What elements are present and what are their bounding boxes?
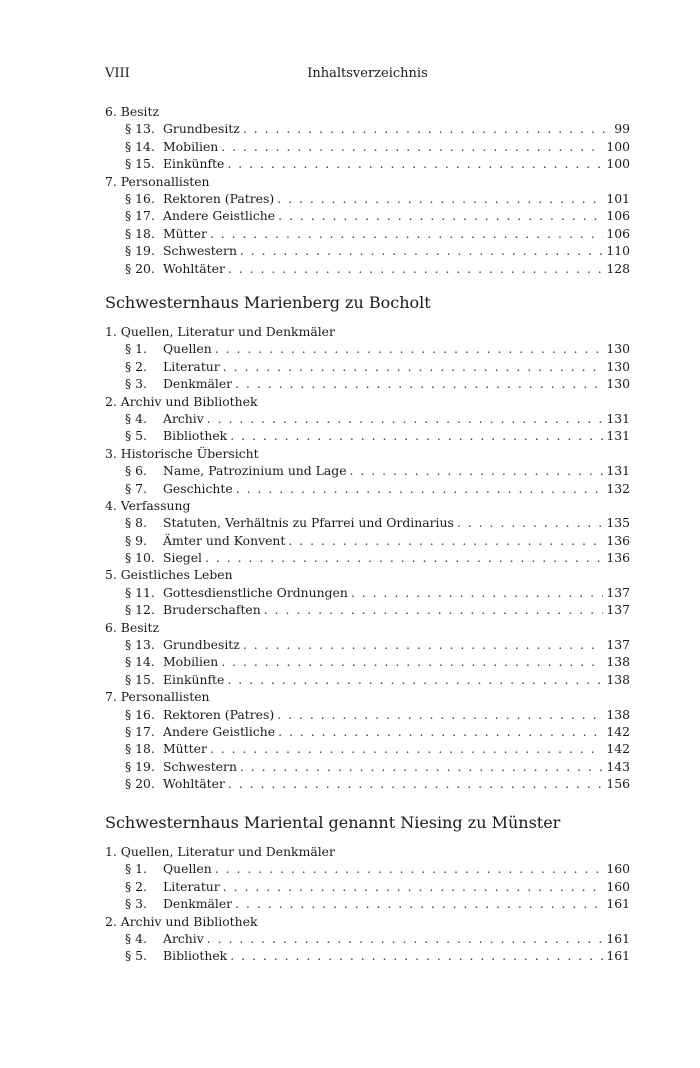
entry-label: Name, Patrozinium und Lage (163, 463, 347, 479)
toc-entry[interactable] (105, 636, 630, 653)
page-reference: 131 (606, 463, 630, 479)
page-reference: 132 (606, 480, 630, 496)
paragraph-number: § 11. (125, 584, 155, 600)
page-reference: 138 (606, 654, 630, 670)
page-reference: 137 (606, 584, 630, 600)
paragraph-number: § 3. (125, 376, 147, 392)
toc-block-mariental (105, 843, 630, 965)
entry-label: Wohltäter (163, 776, 225, 792)
toc-section-heading: 3. Historische Übersicht (105, 445, 259, 461)
toc-entry[interactable] (105, 878, 630, 895)
toc-section-heading: 7. Personallisten (105, 689, 210, 705)
toc-entry[interactable] (105, 775, 630, 792)
page-number: VIII (105, 66, 130, 81)
toc-entry[interactable] (105, 462, 630, 479)
page-reference: 101 (606, 190, 630, 206)
page-reference: 138 (606, 706, 630, 722)
paragraph-number: § 10. (125, 550, 155, 566)
entry-label: Wohltäter (163, 260, 225, 276)
toc-section-heading: 5. Geistliches Leben (105, 567, 233, 583)
dot-leader (235, 375, 603, 392)
entry-label: Schwestern (163, 758, 237, 774)
paragraph-number: § 17. (125, 208, 155, 224)
toc-entry[interactable] (105, 758, 630, 775)
page-reference: 100 (606, 138, 630, 154)
entry-label: Archiv (163, 930, 204, 946)
entry-label: Einkünfte (163, 671, 225, 687)
toc-entry[interactable] (105, 653, 630, 670)
running-title: Inhaltsverzeichnis (307, 66, 428, 81)
dot-leader (223, 878, 604, 895)
paragraph-number: § 1. (125, 861, 147, 877)
entry-label: Ämter und Konvent (163, 532, 286, 548)
toc-entry[interactable] (105, 207, 630, 224)
page-reference: 156 (606, 776, 630, 792)
entry-label: Mütter (163, 741, 207, 757)
toc-section-heading: 2. Archiv und Bibliothek (105, 393, 258, 409)
toc-entry[interactable] (105, 358, 630, 375)
entry-label: Andere Geistliche (163, 208, 276, 224)
entry-label: Archiv (163, 410, 204, 426)
toc-entry[interactable] (105, 514, 630, 531)
dot-leader (264, 601, 604, 618)
paragraph-number: § 6. (125, 463, 147, 479)
toc-entry[interactable] (105, 895, 630, 912)
toc-entry[interactable] (105, 723, 630, 740)
toc-entry[interactable] (105, 225, 630, 242)
paragraph-number: § 2. (125, 358, 147, 374)
page-reference: 137 (606, 637, 630, 653)
page-reference: 99 (614, 121, 630, 137)
page-reference: 130 (606, 358, 630, 374)
toc-entry[interactable] (105, 190, 630, 207)
toc-entry[interactable] (105, 155, 630, 172)
entry-label: Geschichte (163, 480, 233, 496)
paragraph-number: § 4. (125, 410, 147, 426)
toc-entry[interactable] (105, 930, 630, 947)
page-reference: 142 (606, 723, 630, 739)
entry-label: Denkmäler (163, 896, 233, 912)
dot-leader (207, 410, 604, 427)
page-reference: 131 (606, 410, 630, 426)
toc-entry[interactable] (105, 120, 630, 137)
dot-leader (221, 653, 603, 670)
page-reference: 161 (606, 930, 630, 946)
entry-label: Bibliothek (163, 428, 228, 444)
toc-entry[interactable] (105, 427, 630, 444)
toc-entry[interactable] (105, 532, 630, 549)
page-reference: 160 (606, 861, 630, 877)
entry-label: Statuten, Verhältnis zu Pfarrei und Ordinarius (163, 515, 454, 531)
toc-entry[interactable] (105, 706, 630, 723)
paragraph-number: § 19. (125, 758, 155, 774)
paragraph-number: § 12. (125, 602, 155, 618)
entry-label: Bruderschaften (163, 602, 261, 618)
page-reference: 106 (606, 208, 630, 224)
dot-leader (221, 138, 603, 155)
paragraph-number: § 14. (125, 654, 155, 670)
page-reference: 143 (606, 758, 630, 774)
paragraph-number: § 8. (125, 515, 147, 531)
running-header (105, 66, 630, 84)
entry-label: Denkmäler (163, 376, 233, 392)
page-reference: 161 (606, 896, 630, 912)
paragraph-number: § 4. (125, 930, 147, 946)
dot-leader (240, 242, 603, 259)
entry-label: Mütter (163, 225, 207, 241)
paragraph-number: § 15. (125, 671, 155, 687)
toc-entry[interactable] (105, 410, 630, 427)
dot-leader (351, 584, 603, 601)
paragraph-number: § 20. (125, 260, 155, 276)
paragraph-number: § 9. (125, 532, 147, 548)
dot-leader (240, 758, 603, 775)
paragraph-number: § 18. (125, 741, 155, 757)
house-title-marienberg: Schwesternhaus Marienberg zu Bocholt (105, 293, 431, 312)
entry-label: Quellen (163, 341, 212, 357)
toc-block-marienberg (105, 323, 630, 793)
toc-section-heading: 2. Archiv und Bibliothek (105, 913, 258, 929)
dot-leader (236, 480, 604, 497)
toc-entry[interactable] (105, 242, 630, 259)
page-reference: 135 (606, 515, 630, 531)
paragraph-number: § 3. (125, 896, 147, 912)
dot-leader (457, 514, 604, 531)
dot-leader (210, 740, 603, 757)
entry-label: Siegel (163, 550, 203, 566)
page-reference: 142 (606, 741, 630, 757)
page-reference: 130 (606, 376, 630, 392)
toc-entry[interactable] (105, 480, 630, 497)
toc-section-heading: 1. Quellen, Literatur und Denkmäler (105, 844, 335, 859)
house-title-mariental: Schwesternhaus Mariental genannt Niesing zu Münster (105, 813, 561, 832)
toc-section-heading: 1. Quellen, Literatur und Denkmäler (105, 324, 335, 339)
paragraph-number: § 17. (125, 723, 155, 739)
dot-leader (227, 155, 603, 172)
toc-section-heading: 6. Besitz (105, 619, 160, 635)
paragraph-number: § 7. (125, 480, 147, 496)
page-reference: 136 (606, 550, 630, 566)
entry-label: Rektoren (Patres) (163, 190, 275, 206)
toc-section-heading: 7. Personallisten (105, 173, 210, 189)
dot-leader (230, 427, 603, 444)
paragraph-number: § 14. (125, 138, 155, 154)
dot-leader (215, 860, 604, 877)
paragraph-number: § 13. (125, 637, 155, 653)
toc-section-heading: 4. Verfassung (105, 497, 191, 513)
paragraph-number: § 5. (125, 948, 147, 964)
paragraph-number: § 5. (125, 428, 147, 444)
toc-section-heading: 6. Besitz (105, 104, 160, 119)
page-reference: 160 (606, 878, 630, 894)
entry-label: Mobilien (163, 138, 219, 154)
dot-leader (277, 190, 603, 207)
entry-label: Quellen (163, 861, 212, 877)
dot-leader (228, 260, 603, 277)
toc-entry[interactable] (105, 671, 630, 688)
paragraph-number: § 13. (125, 121, 155, 137)
page-reference: 106 (606, 225, 630, 241)
toc-entry[interactable] (105, 549, 630, 566)
dot-leader (228, 775, 603, 792)
toc-entry[interactable] (105, 260, 630, 277)
toc-entry[interactable] (105, 740, 630, 757)
toc-entry[interactable] (105, 601, 630, 618)
paragraph-number: § 15. (125, 156, 155, 172)
dot-leader (227, 671, 603, 688)
page-reference: 136 (606, 532, 630, 548)
page-reference: 131 (606, 428, 630, 444)
toc-entry[interactable] (105, 138, 630, 155)
toc-entry[interactable] (105, 340, 630, 357)
dot-leader (278, 723, 603, 740)
toc-entry[interactable] (105, 947, 630, 964)
entry-label: Literatur (163, 358, 220, 374)
paragraph-number: § 16. (125, 706, 155, 722)
entry-label: Rektoren (Patres) (163, 706, 275, 722)
paragraph-number: § 1. (125, 341, 147, 357)
paragraph-number: § 2. (125, 878, 147, 894)
dot-leader (205, 549, 603, 566)
entry-label: Literatur (163, 878, 220, 894)
paragraph-number: § 20. (125, 776, 155, 792)
page-reference: 128 (606, 260, 630, 276)
dot-leader (215, 340, 604, 357)
page-reference: 110 (606, 243, 630, 259)
entry-label: Einkünfte (163, 156, 225, 172)
dot-leader (223, 358, 604, 375)
paragraph-number: § 19. (125, 243, 155, 259)
entry-label: Mobilien (163, 654, 219, 670)
paragraph-number: § 18. (125, 225, 155, 241)
entry-label: Grundbesitz (163, 121, 240, 137)
entry-label: Andere Geistliche (163, 723, 276, 739)
dot-leader (278, 207, 603, 224)
dot-leader (350, 462, 604, 479)
page-reference: 161 (606, 948, 630, 964)
dot-leader (235, 895, 603, 912)
dot-leader (207, 930, 604, 947)
page-reference: 130 (606, 341, 630, 357)
dot-leader (230, 947, 603, 964)
page-reference: 100 (606, 156, 630, 172)
page-reference: 137 (606, 602, 630, 618)
dot-leader (243, 120, 605, 137)
toc-entry[interactable] (105, 584, 630, 601)
dot-leader (277, 706, 603, 723)
dot-leader (210, 225, 603, 242)
toc-entry[interactable] (105, 860, 630, 877)
entry-label: Grundbesitz (163, 637, 240, 653)
entry-label: Schwestern (163, 243, 237, 259)
entry-label: Bibliothek (163, 948, 228, 964)
page-reference: 138 (606, 671, 630, 687)
dot-leader (288, 532, 603, 549)
paragraph-number: § 16. (125, 190, 155, 206)
toc-entry[interactable] (105, 375, 630, 392)
toc-block-previous-house (105, 103, 630, 277)
dot-leader (243, 636, 604, 653)
entry-label: Gottesdienstliche Ordnungen (163, 584, 348, 600)
